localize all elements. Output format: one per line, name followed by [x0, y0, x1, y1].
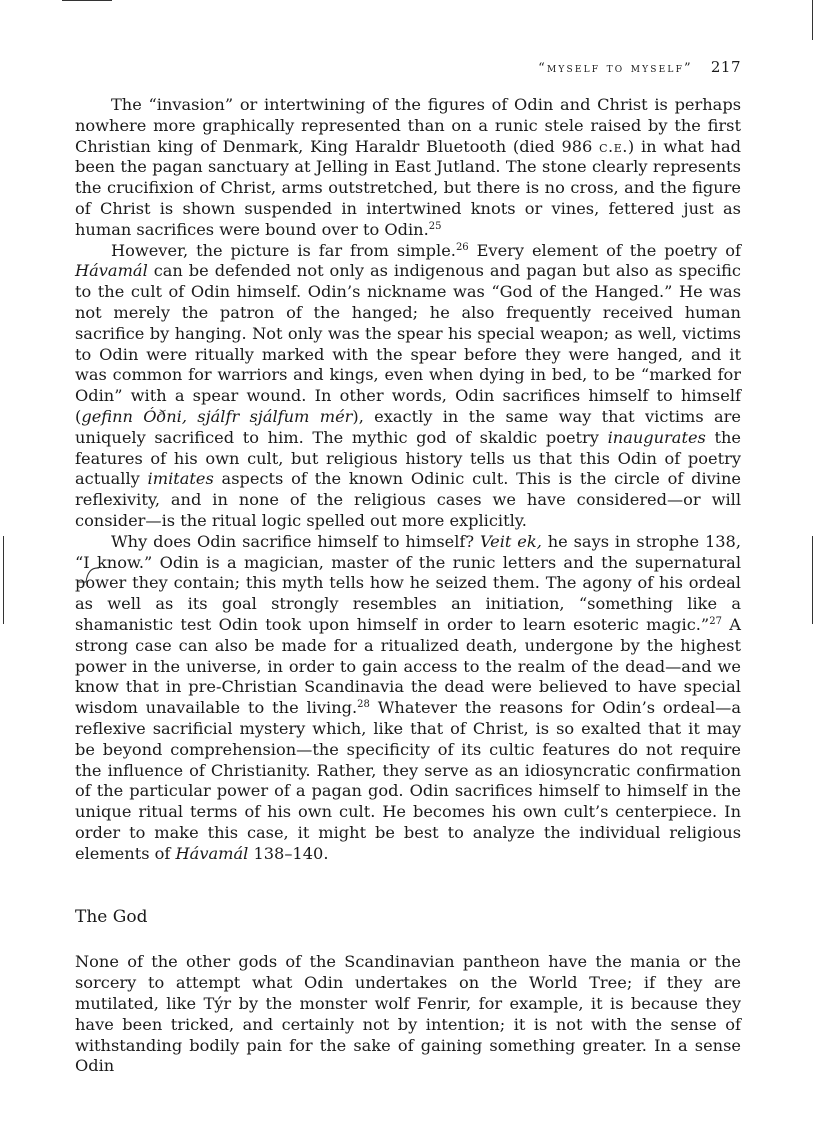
footnote-ref: 26	[455, 241, 469, 253]
margin-mark-left	[3, 536, 4, 624]
footnote-ref: 25	[428, 220, 442, 232]
paragraph-3: Why does Odin sacrifice himself to himself? Veit ek, he says in strophe 138, “I know.” Odin is a magician, master of the runic letters and the supernatural power they contain; this myth tells how he seized them. The agony of his ordeal as well as its goal strongly resembles an initiation, “something like a shamanistic test Odin took upon himself in order to learn esoteric magic.”$^{27}$ A strong case can also be made for a ritualized death, undergone by the highest power in the universe, in order to gain access to the realm of the dead—and we know that in pre-Christian Scandinavia the dead were believed to have special wisdom unavailable to the living.$^{28}$ Whatever the reasons for Odin’s ordeal—a reflexive sacrificial mystery which, like that of Christ, is so exalted that it may be beyond comprehension—the specificity of its cultic features do not require the influence of Christianity. Rather, they serve as an idiosyncratic confirmation of the particular power of a pagan god. Odin sacrifices himself to himself in the unique ritual terms of his own cult. He becomes his own cult’s centerpiece. In order to make this case, it might be best to analyze the individual religious elements of Hávamál 138–140.	[75, 531, 741, 863]
running-header	[75, 58, 741, 76]
paragraph-2: However, the picture is far from simple.$^{26}$ Every element of the poetry of Hávamál can be defended not only as indigenous and pagan but also as specific to the cult of Odin himself. Odin’s nickname was “God of the Hanged.” He was not merely the patron of the hanged; he also frequently received human sacrifice by hanging. Not only was the spear his special weapon; as well, victims to Odin were ritually marked with the spear before they were hanged, and it was common for warriors and kings, even when dying in bed, to be “marked for Odin” with a spear wound. In other words, Odin sacrifices himself to himself (gefinn Óðni, sjálfr sjálfum mér), exactly in the same way that victims are uniquely sacrificed to him. The mythic god of skaldic poetry inaugurates the features of his own cult, but religious history tells us that this Odin of poetry actually imitates aspects of the known Odinic cult. This is the circle of divine reflexivity, and in none of the religious cases we have considered—or will consider—is the ritual logic spelled out more explicitly.	[75, 240, 742, 530]
paragraph-1: The “invasion” or intertwining of the figures of Odin and Christ is perhaps nowhere more graphically represented than on a runic stele raised by the first Christian king of Denmark, King Haraldr Bluetooth (died 986 c.e.) in what had been the pagan sanctuary at Jelling in East Jutland. The stone clearly represents the crucifixion of Christ, arms outstretched, but there is no cross, and the figure of Christ is shown suspended in intertwined knots or vines, fettered just as human sacrifices were bound over to Odin.$^{25}$	[75, 95, 742, 239]
running-head-title: “myself to myself”	[538, 61, 693, 76]
footnote-ref: 27	[709, 615, 722, 627]
margin-mark-right	[812, 536, 813, 624]
footnote-ref: 28	[357, 699, 370, 711]
page-number: 217	[710, 58, 741, 76]
crop-mark-top	[62, 0, 112, 1]
paragraph-4: None of the other gods of the Scandinavian pantheon have the mania or the sorcery to attempt what Odin undertakes on the World Tree; if they are mutilated, like Týr by the monster wolf Fenrir, for example, it is because they have been tricked, and certainly not by intention; it is not with the sense of withstanding bodily pain for the sake of gaining something greater. In a sense Odin	[75, 952, 741, 1076]
crop-mark-right-top	[812, 0, 813, 40]
section-heading: The God	[75, 907, 148, 928]
body-text	[75, 95, 741, 1077]
era-abbrev: c.e.	[599, 136, 628, 156]
